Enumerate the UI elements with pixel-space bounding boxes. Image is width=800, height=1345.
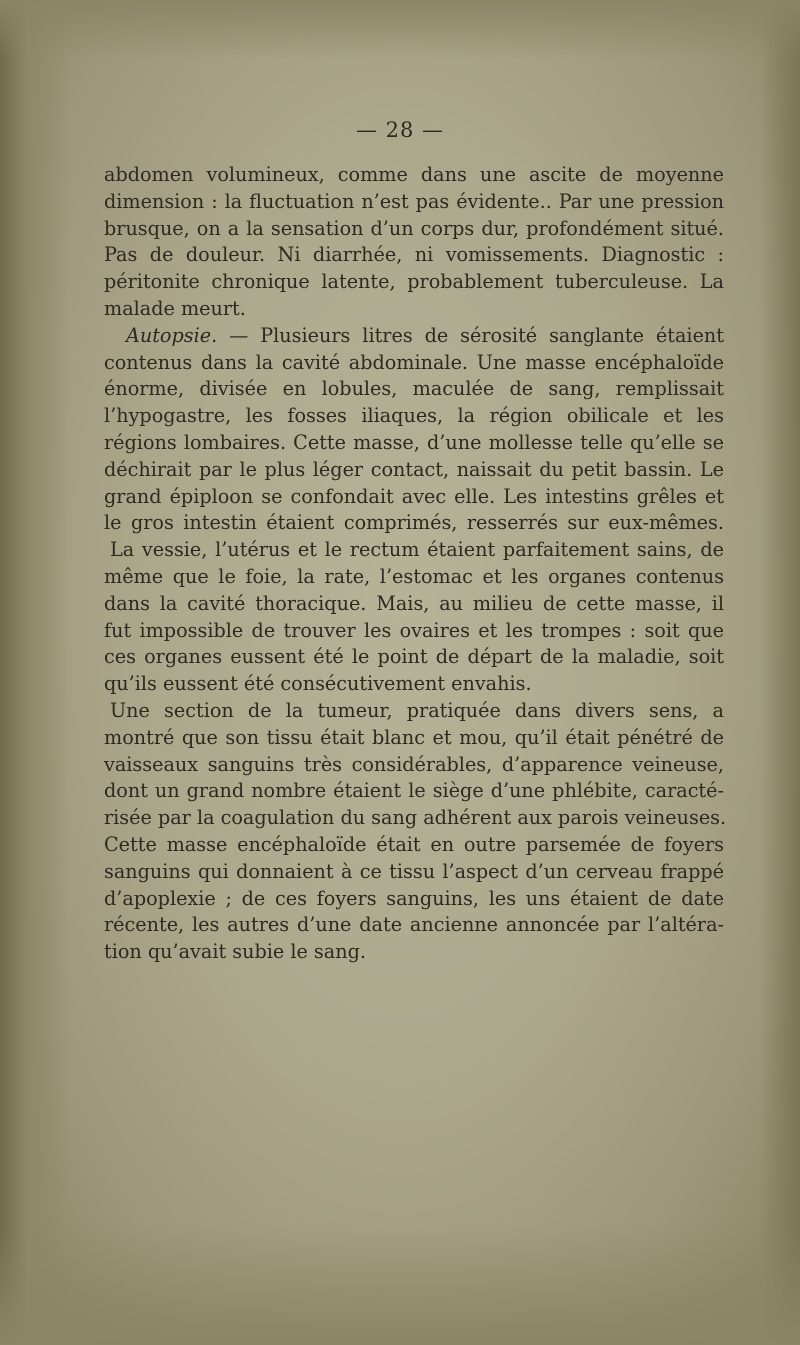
text-line: malade meurt.	[104, 296, 246, 320]
text-line: dimension : la fluctuation n’est pas évidente.. Par une pression	[104, 189, 724, 213]
page-number: — 28 —	[355, 118, 445, 142]
text-line: dans la cavité thoracique. Mais, au milieu de cette masse, il	[104, 591, 724, 615]
page-shadow-right	[760, 0, 800, 1345]
text-line: La vessie, l’utérus et le rectum étaient parfaitement sains, de	[110, 538, 724, 562]
text-line: qu’ils eussent été consécutivement envahis.	[104, 672, 532, 696]
text-line: Une section de la tumeur, pratiquée dans divers sens, a	[110, 698, 724, 722]
page-shadow-bottom	[0, 1225, 800, 1345]
text-line: abdomen volumineux, comme dans une ascite de moyenne	[104, 163, 724, 186]
body-text	[104, 162, 727, 966]
text-line: Cette masse encéphaloïde était en outre parsemée de foyers	[104, 832, 724, 856]
section-heading-autopsie: Autopsie.	[126, 323, 218, 347]
text-line: montré que son tissu était blanc et mou, qu’il était pénétré de	[104, 725, 724, 749]
text-line: ces organes eussent été le point de départ de la maladie, soit	[104, 645, 724, 669]
text-line: fut impossible de trouver les ovaires et les trompes : soit que	[104, 618, 724, 642]
text-line: régions lombaires. Cette masse, d’une mollesse telle qu’elle se	[104, 430, 724, 454]
text-line: énorme, divisée en lobules, maculée de sang, remplissait	[104, 377, 724, 401]
text-line: tion qu’avait subie le sang.	[104, 940, 366, 964]
text-line: l’hypogastre, les fosses iliaques, la région obilicale et les	[104, 404, 724, 428]
text-line	[104, 323, 724, 350]
text-line: péritonite chronique latente, probablement tuberculeuse. La	[104, 270, 724, 294]
text-line: même que le foie, la rate, l’estomac et les organes contenus	[104, 564, 724, 588]
text-line: dont un grand nombre étaient le siège d’une phlébite, caracté-	[104, 779, 724, 803]
text-line: risée par la coagulation du sang adhérent aux parois veineuses.	[104, 806, 727, 830]
text-line: sanguins qui donnaient à ce tissu l’aspect d’un cerveau frappé	[104, 859, 724, 883]
page-shadow-left	[0, 0, 70, 1345]
text-line-continuation: — Plusieurs litres de sérosité sanglante étaient	[217, 323, 724, 347]
text-line: vaisseaux sanguins très considérables, d’apparence veineuse,	[104, 752, 724, 776]
text-line: déchirait par le plus léger contact, naissait du petit bassin. Le	[104, 457, 724, 481]
text-line: Pas de douleur. Ni diarrhée, ni vomissements. Diagnostic :	[104, 243, 724, 267]
page-shadow-top	[0, 0, 800, 60]
text-line: d’apoplexie ; de ces foyers sanguins, les uns étaient de date	[104, 886, 724, 910]
text-line: grand épiploon se confondait avec elle. Les intestins grêles et	[104, 484, 724, 508]
text-line: brusque, on a la sensation d’un corps dur, profondément situé.	[104, 216, 724, 240]
text-line: contenus dans la cavité abdominale. Une masse encéphaloïde	[104, 350, 724, 374]
text-line: récente, les autres d’une date ancienne annoncée par l’altéra-	[104, 913, 724, 937]
text-line: le gros intestin étaient comprimés, resserrés sur eux-mêmes.	[104, 511, 724, 535]
